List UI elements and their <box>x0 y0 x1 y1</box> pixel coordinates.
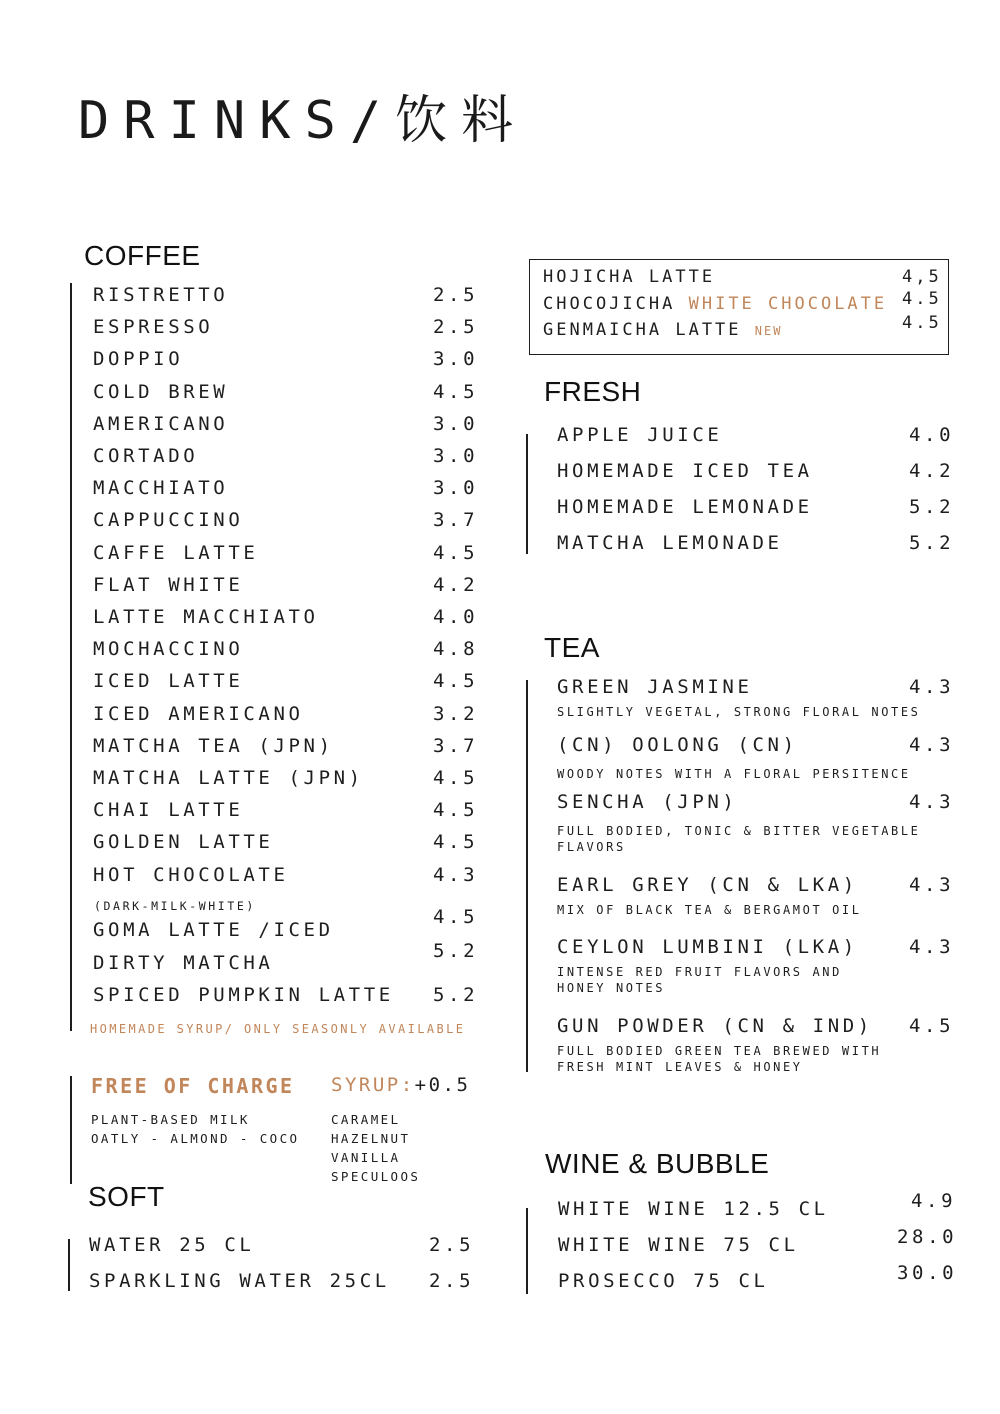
syrup-line: HAZELNUT <box>331 1131 411 1146</box>
menu-item-americano <box>93 413 513 445</box>
chocojicha-accent: WHITE CHOCOLATE <box>688 294 888 314</box>
tea-description: SLIGHTLY VEGETAL, STRONG FLORAL NOTES <box>557 705 921 719</box>
genmaicha-line <box>543 320 782 340</box>
item-name: HOMEMADE LEMONADE <box>557 496 813 518</box>
menu-item-earl-grey-cn-lka <box>557 874 977 917</box>
menu-item-matcha-tea-jpn <box>93 735 513 767</box>
menu-item-apple-juice <box>557 424 977 456</box>
menu-item-mochaccino <box>93 638 513 670</box>
menu-item-gun-powder-cn-ind <box>557 1015 977 1074</box>
menu-item-cold-brew <box>93 381 513 413</box>
hojicha-name: HOJICHA LATTE <box>543 267 716 287</box>
genmaicha-price: 4.5 <box>902 313 942 333</box>
tea-description: MIX OF BLACK TEA & BERGAMOT OIL <box>557 903 862 917</box>
wine-heading: WINE & BUBBLE <box>545 1148 770 1179</box>
item-name: WHITE WINE 12.5 CL <box>558 1198 829 1220</box>
item-price: 2.5 <box>433 284 479 306</box>
menu-item-ristretto <box>93 284 513 316</box>
item-price: 4.3 <box>433 863 479 886</box>
menu-item-ceylon-lumbini-lka <box>557 936 977 995</box>
item-name: (CN) OOLONG (CN) <box>557 734 798 756</box>
dirty-price: 5.2 <box>433 940 479 962</box>
tea-description: INTENSE RED FRUIT FLAVORS AND <box>557 965 842 979</box>
item-name: HOMEMADE ICED TEA <box>557 460 813 482</box>
coffee-divider <box>70 283 72 1031</box>
menu-item-goma-latte <box>93 919 473 951</box>
item-price: 4.5 <box>433 767 479 789</box>
menu-item-doppio <box>93 348 513 380</box>
soft-heading: SOFT <box>88 1181 165 1212</box>
menu-item-water-25-cl <box>89 1234 509 1266</box>
item-price: 4.0 <box>909 424 955 446</box>
item-name: DIRTY MATCHA <box>93 952 274 974</box>
item-price: 4.8 <box>433 638 479 661</box>
chocojicha-line <box>543 294 887 314</box>
item-price: 4.5 <box>433 799 479 822</box>
item-price: 30.0 <box>897 1262 958 1284</box>
item-price: 2.5 <box>429 1269 475 1292</box>
menu-item-prosecco-75-cl <box>558 1262 978 1302</box>
item-name: WHITE WINE 75 CL <box>558 1234 799 1256</box>
item-price: 28.0 <box>897 1226 958 1248</box>
chocojicha-name: CHOCOJICHA <box>543 294 676 314</box>
syrup-footnote: HOMEMADE SYRUP/ ONLY SEASONLY AVAILABLE <box>90 1022 466 1036</box>
item-name: ICED AMERICANO <box>93 702 304 725</box>
menu-item-cappuccino <box>93 509 513 541</box>
menu-item-golden-latte <box>93 831 513 863</box>
menu-item-matcha-latte-jpn <box>93 767 513 799</box>
item-price: 2.5 <box>429 1234 475 1256</box>
menu-item-homemade-iced-tea <box>557 460 977 492</box>
item-price: 3.0 <box>433 477 479 500</box>
item-price: 5.2 <box>909 496 955 518</box>
tea-description: FULL BODIED, TONIC & BITTER VEGETABLE <box>557 824 921 838</box>
item-price: 4.0 <box>433 606 479 628</box>
item-name: CORTADO <box>93 445 199 467</box>
hot-chocolate-note: (DARK-MILK-WHITE) <box>94 899 256 913</box>
item-name: CAFFE LATTE <box>93 541 259 564</box>
menu-item-sencha-jpn <box>557 791 977 854</box>
free-line: OATLY - ALMOND - COCO <box>91 1131 300 1146</box>
syrup-list <box>331 1110 420 1186</box>
page-title: DRINKS/饮料 <box>78 91 528 151</box>
item-price: 4.5 <box>433 541 479 564</box>
item-name: MATCHA TEA (JPN) <box>93 734 334 757</box>
fresh-heading: FRESH <box>544 376 642 407</box>
free-of-charge-list <box>91 1110 299 1148</box>
item-name: PROSECCO 75 CL <box>558 1270 769 1292</box>
chocojicha-price: 4.5 <box>902 289 942 309</box>
menu-item-latte-macchiato <box>93 606 513 638</box>
item-name: COLD BREW <box>93 380 229 403</box>
item-price: 4.3 <box>909 676 955 698</box>
item-price: 4.3 <box>909 936 955 958</box>
item-price: 3.7 <box>433 509 479 532</box>
syrup-line: VANILLA <box>331 1150 401 1165</box>
item-name: WATER 25 CL <box>89 1234 255 1256</box>
menu-item-cortado <box>93 445 513 477</box>
syrup-price: +0.5 <box>414 1074 471 1096</box>
item-price: 3.2 <box>433 702 479 725</box>
menu-item-spiced-pumpkin <box>93 984 473 1016</box>
item-name: CAPPUCCINO <box>93 509 244 532</box>
item-price: 4.2 <box>909 460 955 482</box>
specials-box <box>529 259 949 355</box>
menu-item-homemade-lemonade <box>557 496 977 528</box>
item-name: GOLDEN LATTE <box>93 831 274 854</box>
extras-divider <box>70 1076 72 1184</box>
menu-item-iced-americano <box>93 703 513 735</box>
tea-description: FRESH MINT LEAVES & HONEY <box>557 1060 803 1074</box>
soft-divider <box>68 1239 70 1291</box>
menu-item-espresso <box>93 316 513 348</box>
syrup-heading-line <box>331 1074 470 1096</box>
item-price: 2.5 <box>433 316 479 339</box>
item-name: AMERICANO <box>93 412 229 435</box>
item-price: 3.0 <box>433 348 479 371</box>
item-name: DOPPIO <box>93 348 184 371</box>
menu-item-chai-latte <box>93 799 513 831</box>
item-name: LATTE MACCHIATO <box>93 606 319 628</box>
item-name: SPICED PUMPKIN LATTE <box>93 984 394 1006</box>
menu-item-macchiato <box>93 477 513 509</box>
item-name: RISTRETTO <box>93 284 229 306</box>
item-name: GREEN JASMINE <box>557 676 753 698</box>
menu-item-matcha-lemonade <box>557 532 977 564</box>
item-price: 4.3 <box>909 874 955 896</box>
item-name: GUN POWDER (CN & IND) <box>557 1015 873 1037</box>
tea-heading: TEA <box>544 632 600 663</box>
item-name: FLAT WHITE <box>93 573 244 596</box>
free-of-charge-heading: FREE OF CHARGE <box>91 1074 295 1098</box>
tea-description: FLAVORS <box>557 840 626 854</box>
item-price: 4.2 <box>433 573 479 596</box>
genmaicha-name: GENMAICHA LATTE <box>543 320 742 340</box>
item-name: CEYLON LUMBINI (LKA) <box>557 936 858 958</box>
item-name: APPLE JUICE <box>557 424 723 446</box>
item-name: MATCHA LEMONADE <box>557 532 783 554</box>
new-badge: NEW <box>754 324 783 338</box>
item-price: 4.5 <box>433 831 479 854</box>
syrup-line: SPECULOOS <box>331 1169 421 1184</box>
item-name: SENCHA (JPN) <box>557 791 738 813</box>
item-price: 4.5 <box>433 670 479 693</box>
free-line: PLANT-BASED MILK <box>91 1112 250 1127</box>
menu-item-sparkling-water-25cl <box>89 1270 509 1302</box>
menu-item-cn-oolong-cn <box>557 734 977 781</box>
item-price: 3.0 <box>433 412 479 435</box>
menu-item-caffe-latte <box>93 542 513 574</box>
item-name: HOT CHOCOLATE <box>93 863 289 886</box>
item-name: ESPRESSO <box>93 316 214 339</box>
item-price: 4.3 <box>909 734 955 756</box>
item-price: 4.5 <box>909 1015 955 1037</box>
tea-description: WOODY NOTES WITH A FLORAL PERSITENCE <box>557 767 911 781</box>
fresh-divider <box>526 434 528 554</box>
item-name: MACCHIATO <box>93 477 229 500</box>
hojicha-price: 4,5 <box>902 267 942 287</box>
item-name: GOMA LATTE /ICED <box>93 919 334 941</box>
menu-item-iced-latte <box>93 670 513 702</box>
syrup-line: CARAMEL <box>331 1112 401 1127</box>
item-name: SPARKLING WATER 25CL <box>89 1269 390 1292</box>
coffee-heading: COFFEE <box>84 240 201 271</box>
item-name: ICED LATTE <box>93 670 244 693</box>
goma-price: 4.5 <box>433 906 479 928</box>
wine-divider <box>526 1208 528 1294</box>
menu-item-flat-white <box>93 574 513 606</box>
item-price: 4.5 <box>433 380 479 403</box>
tea-description: FULL BODIED GREEN TEA BREWED WITH <box>557 1044 882 1058</box>
item-price: 3.7 <box>433 734 479 757</box>
item-name: MOCHACCINO <box>93 638 244 661</box>
menu-item-hot-chocolate <box>93 864 513 896</box>
syrup-heading: SYRUP: <box>331 1074 415 1096</box>
item-price: 5.2 <box>909 532 955 554</box>
item-price: 4.9 <box>911 1190 957 1212</box>
menu-item-dirty-matcha <box>93 952 473 984</box>
item-price: 4.3 <box>909 791 955 813</box>
item-name: MATCHA LATTE (JPN) <box>93 767 364 789</box>
tea-divider <box>526 680 528 1072</box>
spiced-price: 5.2 <box>433 984 479 1006</box>
item-name: EARL GREY (CN & LKA) <box>557 874 858 896</box>
item-price: 3.0 <box>433 445 479 467</box>
menu-item-green-jasmine <box>557 676 977 719</box>
item-name: CHAI LATTE <box>93 799 244 822</box>
tea-description: HONEY NOTES <box>557 981 666 995</box>
